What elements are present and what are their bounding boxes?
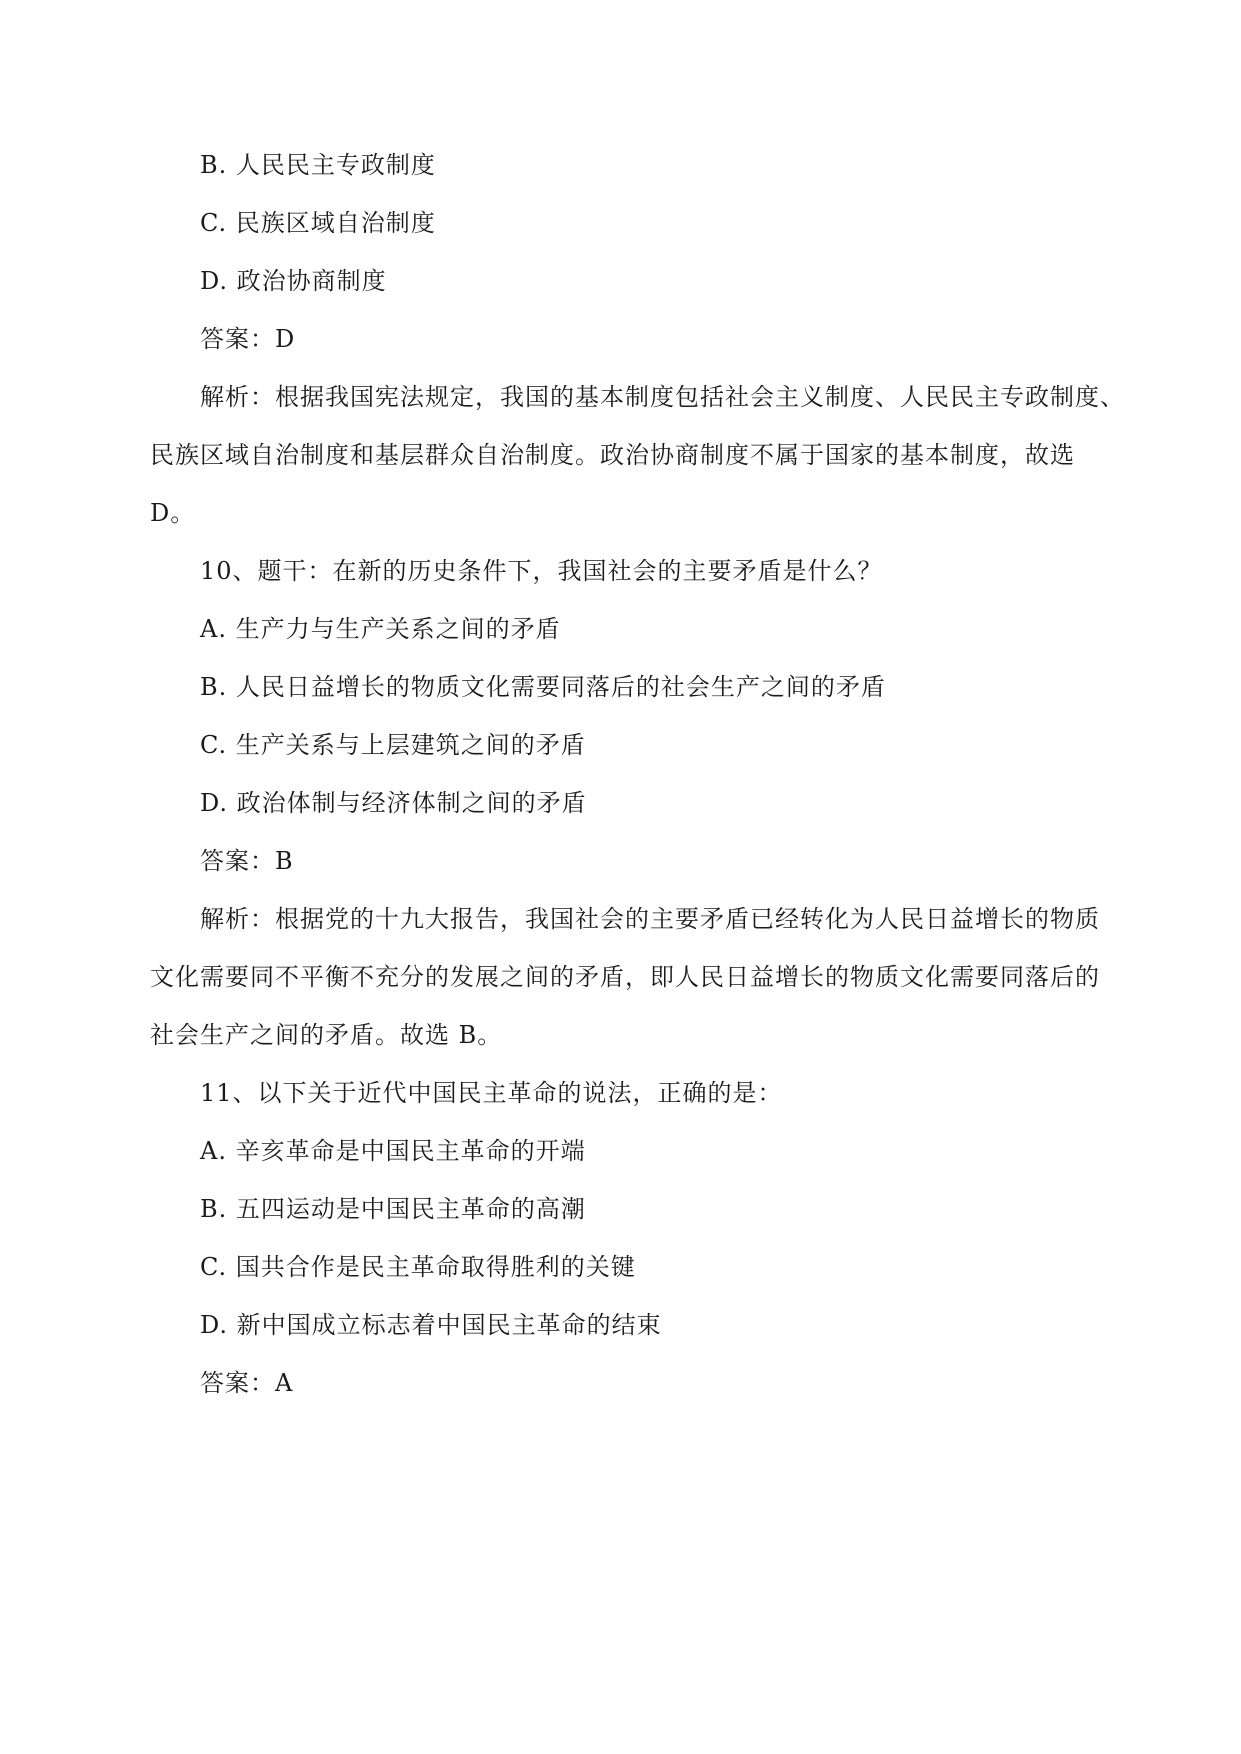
- q10-answer: 答案：B: [200, 847, 294, 875]
- q10-option-c: C. 生产关系与上层建筑之间的矛盾: [200, 731, 586, 759]
- prev-option-c: C. 民族区域自治制度: [200, 209, 436, 237]
- q10-option-a: A. 生产力与生产关系之间的矛盾: [200, 615, 561, 643]
- prev-option-d: D. 政治协商制度: [200, 267, 387, 295]
- q10-analysis-line-1: 解析：根据党的十九大报告，我国社会的主要矛盾已经转化为人民日益增长的物质: [200, 905, 1100, 933]
- q10-stem: 10、题干：在新的历史条件下，我国社会的主要矛盾是什么？: [200, 557, 883, 585]
- q11-option-d: D. 新中国成立标志着中国民主革命的结束: [200, 1311, 662, 1339]
- q11-option-a: A. 辛亥革命是中国民主革命的开端: [200, 1137, 586, 1165]
- q11-stem: 11、以下关于近代中国民主革命的说法，正确的是：: [200, 1079, 783, 1107]
- q11-option-b: B. 五四运动是中国民主革命的高潮: [200, 1195, 586, 1223]
- q10-option-b: B. 人民日益增长的物质文化需要同落后的社会生产之间的矛盾: [200, 673, 886, 701]
- q11-answer: 答案：A: [200, 1369, 294, 1397]
- prev-analysis-line-3: D。: [150, 499, 196, 527]
- prev-answer: 答案：D: [200, 325, 296, 353]
- prev-analysis-line-2: 民族区域自治制度和基层群众自治制度。政治协商制度不属于国家的基本制度，故选: [150, 441, 1075, 469]
- q10-option-d: D. 政治体制与经济体制之间的矛盾: [200, 789, 587, 817]
- q10-analysis-line-3: 社会生产之间的矛盾。故选 B。: [150, 1021, 503, 1049]
- q11-option-c: C. 国共合作是民主革命取得胜利的关键: [200, 1253, 636, 1281]
- prev-analysis-line-1: 解析：根据我国宪法规定，我国的基本制度包括社会主义制度、人民民主专政制度、: [200, 383, 1125, 411]
- q10-analysis-line-2: 文化需要同不平衡不充分的发展之间的矛盾，即人民日益增长的物质文化需要同落后的: [150, 963, 1100, 991]
- prev-option-b: B. 人民民主专政制度: [200, 151, 436, 179]
